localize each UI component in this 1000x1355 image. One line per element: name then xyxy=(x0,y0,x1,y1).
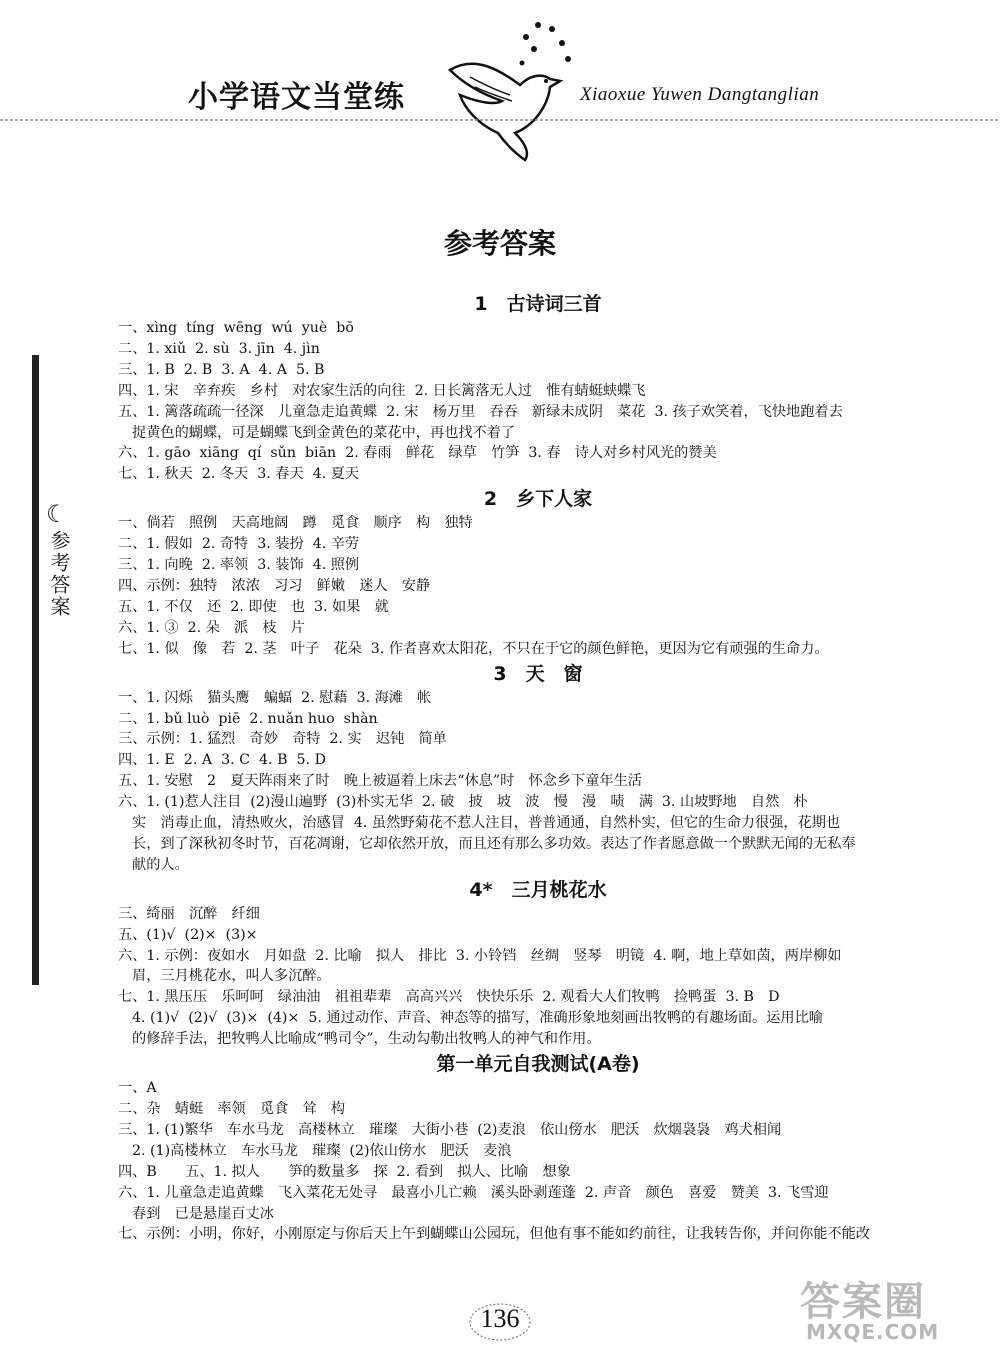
answer-line: 二、1. bǔ luò piē 2. nuǎn huo shàn xyxy=(118,710,378,727)
answer-line: 三、1. (1)繁华 车水马龙 高楼林立 璀璨 大街小巷 (2)麦浪 依山傍水 肥沃 炊烟袅袅 鸡犬相闻 xyxy=(118,1121,782,1138)
answer-line: 春到 已是悬崖百丈冰 xyxy=(132,1205,274,1222)
answer-line: 六、1. (1)惹人注目 (2)漫山遍野 (3)朴实无华 2. 破 披 坡 波 慢 漫 啧 满 3. 山坡野地 自然 朴 xyxy=(118,794,808,811)
answer-line: 五、1. 安慰 2 夏天阵雨来了时 晚上被逼着上床去“休息”时 怀念乡下童年生活 xyxy=(118,773,642,790)
side-tab-label: 参考答案 xyxy=(47,530,71,618)
header-title-cn: 小学语文当堂练 xyxy=(188,80,405,115)
answer-line: 二、杂 蜻蜓 率领 觅食 耸 构 xyxy=(118,1101,346,1117)
answer-line: 2. (1)高楼林立 车水马龙 璀璨 (2)依山傍水 肥沃 麦浪 xyxy=(132,1142,512,1159)
answer-line: 的修辞手法，把牧鸭人比喻成“鸭司令”，生动勾勒出牧鸭人的神气和作用。 xyxy=(132,1031,601,1048)
answer-line: 一、xìng tíng wēng wú yuè bō xyxy=(118,320,354,336)
answer-line: 七、1. 似 像 若 2. 茎 叶子 花朵 3. 作者喜欢太阳花，不只在于它的颜色鲜艳，更因为它有顽强的生命力。 xyxy=(118,640,829,657)
watermark-url: MXQE.COM xyxy=(806,1320,940,1344)
answer-line: 四、示例：独特 浓浓 习习 鲜嫩 迷人 安静 xyxy=(118,577,431,594)
section-title: 1 古诗词三首 xyxy=(474,293,602,315)
watermark xyxy=(800,1270,980,1350)
answer-line: 三、1. 向晚 2. 率领 3. 装饰 4. 照例 xyxy=(118,557,360,574)
answer-line: 一、A xyxy=(118,1080,157,1097)
side-tab-bar xyxy=(32,355,39,985)
watermark-logo-text: 答案圈 xyxy=(800,1279,926,1325)
answer-line: 4. (1)√ (2)√ (3)× (4)× 5. 通过动作、声音、神态等的描写，准确形象地刻画出牧鸭的有趣场面。运用比喻 xyxy=(132,1010,823,1027)
answer-line: 三、绮丽 沉醉 纤细 xyxy=(118,905,260,922)
answer-line: 一、倘若 照例 天高地阔 蹲 觅食 顺序 构 独特 xyxy=(118,515,473,532)
answer-line: 三、1. B 2. B 3. A 4. A 5. B xyxy=(118,361,325,378)
page-number-text: 136 xyxy=(480,1304,520,1333)
answer-line: 七、示例：小明，你好，小刚原定与你后天上午到蝴蝶山公园玩，但他有事不能如约前往，让我转告你，并问你能不能改 xyxy=(118,1226,870,1243)
page-title: 参考答案 xyxy=(443,227,556,260)
answer-line: 七、1. 黑压压 乐呵呵 绿油油 祖祖辈辈 高高兴兴 快快乐乐 2. 观看大人们牧鸭 捡鸭蛋 3. B D xyxy=(118,989,780,1006)
answer-line: 二、1. 假如 2. 奇特 3. 装扮 4. 辛劳 xyxy=(118,536,360,553)
answer-line: 七、1. 秋天 2. 冬天 3. 春天 4. 夏天 xyxy=(118,466,360,483)
answer-line: 献的人。 xyxy=(132,856,189,873)
answer-line: 四、1. 宋 辛弃疾 乡村 对农家生活的向往 2. 日长篱落无人过 惟有蜻蜓蛱蝶飞 xyxy=(118,382,646,399)
answer-line: 眉，三月桃花水，叫人多沉醉。 xyxy=(132,968,331,985)
answer-line: 六、1. 儿童急走追黄蝶 飞入菜花无处寻 最喜小儿亡赖 溪头卧剥莲蓬 2. 声音 颜色 喜爱 赞美 3. 飞雪迎 xyxy=(118,1184,829,1201)
answer-line: 五、(1)√ (2)× (3)× xyxy=(118,926,258,943)
answer-line: 六、1. gāo xiāng qí sǔn biān 2. 春雨 鲜花 绿草 竹笋 3. 春 诗人对乡村风光的赞美 xyxy=(118,445,717,462)
answer-line: 三、示例：1. 猛烈 奇妙 奇特 2. 实 迟钝 简单 xyxy=(118,731,447,748)
answer-line: 五、1. 不仅 还 2. 即使 也 3. 如果 就 xyxy=(118,598,389,615)
answer-line: 五、1. 篱落疏疏一径深 儿童急走追黄蝶 2. 宋 杨万里 吞吞 新绿未成阴 菜花 3. 孩子欢笑着，飞快地跑着去 xyxy=(118,403,843,420)
section-title: 3 天 窗 xyxy=(493,662,583,685)
section-title: 第一单元自我测试(A卷) xyxy=(436,1053,640,1076)
crescent-star-icon: ☾ xyxy=(46,500,68,528)
answer-line: 六、1. 示例：夜如水 月如盘 2. 比喻 拟人 排比 3. 小铃铛 丝绸 竖琴 明镜 4. 啊，地上草如茵，两岸柳如 xyxy=(118,947,842,964)
dove-icon xyxy=(430,15,590,165)
header-divider xyxy=(0,117,1000,123)
answer-line: 六、1. ③ 2. 朵 派 枝 片 xyxy=(118,619,305,636)
answer-content xyxy=(118,290,958,1245)
answer-line: 长，到了深秋初冬时节，百花凋谢，它却依然开放，而且还有那么多功效。表达了作者愿意做一个默默无闻的无私奉 xyxy=(132,835,856,852)
answer-line: 捉黄色的蝴蝶，可是蝴蝶飞到金黄色的菜花中，再也找不着了 xyxy=(132,424,516,441)
answer-line: 二、1. xiǔ 2. sù 3. jīn 4. jìn xyxy=(118,340,320,357)
answer-line: 一、1. 闪烁 猫头鹰 蝙蝠 2. 慰藉 3. 海滩 帐 xyxy=(118,689,432,706)
header-title-en: Xiaoxue Yuwen Dangtanglian xyxy=(580,84,820,105)
section-title: 4* 三月桃花水 xyxy=(469,878,607,901)
answer-line: 四、1. E 2. A 3. C 4. B 5. D xyxy=(118,752,326,769)
section-title: 2 乡下人家 xyxy=(483,488,593,511)
answer-line: 四、B 五、1. 拟人 笋的数量多 探 2. 看到 拟人、比喻 想象 xyxy=(118,1163,571,1180)
answer-line: 实 消毒止血，清热败火，治感冒 4. 虽然野菊花不惹人注目，普普通通，自然朴实，但它的生命力很强，花期也 xyxy=(132,815,841,832)
page-number xyxy=(465,1300,535,1350)
